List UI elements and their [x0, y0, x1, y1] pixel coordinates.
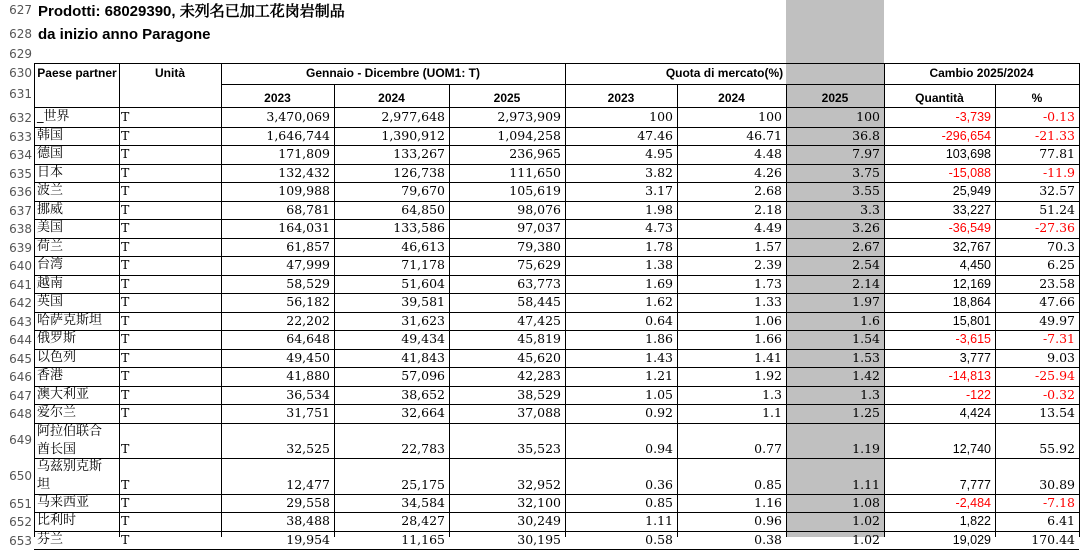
header-2024: 2024 — [378, 91, 405, 105]
value-2024: 41,843 — [401, 349, 445, 365]
quota-2025: 1.11 — [852, 476, 880, 492]
value-2025: 37,088 — [517, 405, 561, 420]
value-2023: 36,534 — [286, 386, 330, 402]
header-percent: % — [1031, 91, 1043, 105]
header-2025: 2025 — [493, 91, 521, 105]
value-2023: 49,450 — [286, 349, 330, 365]
value-2023: 1,646,744 — [266, 127, 330, 143]
quota-2023: 1.69 — [645, 275, 673, 291]
value-2024: 25,175 — [401, 476, 445, 492]
change-percent: -25.94 — [1034, 368, 1075, 383]
value-2025: 2,973,909 — [497, 109, 561, 124]
header-quota-mercato: Quota di mercato(%) — [665, 66, 784, 80]
row-number[interactable]: 632 — [9, 111, 32, 125]
quota-2023: 1.62 — [645, 294, 673, 309]
quota-2023: 1.21 — [645, 368, 673, 383]
value-2024: 32,664 — [401, 405, 445, 420]
unit: T — [121, 405, 130, 420]
unit: T — [121, 220, 130, 235]
value-2024: 31,623 — [401, 312, 445, 328]
value-2025: 58,445 — [517, 294, 561, 309]
change-percent: -7.31 — [1042, 331, 1075, 346]
row-number[interactable]: 628 — [9, 27, 32, 41]
value-2024: 2,977,648 — [381, 109, 445, 124]
change-percent: 6.25 — [1047, 257, 1075, 272]
column-divider — [995, 84, 996, 537]
quota-2024: 1.57 — [754, 238, 782, 254]
header-gennaio-dicembre: Gennaio - Dicembre (UOM1: T) — [305, 66, 481, 80]
change-quantity: 33,227 — [952, 202, 991, 217]
country-name: 马来西亚 — [37, 494, 90, 510]
value-2023: 38,488 — [286, 513, 330, 528]
country-name: 荷兰 — [37, 238, 64, 254]
country-name: 澳大利亚 — [37, 386, 90, 402]
change-quantity: 25,949 — [952, 184, 991, 198]
country-name: 越南 — [37, 275, 64, 291]
change-quantity: 12,169 — [952, 276, 991, 291]
quota-2025: 1.19 — [852, 441, 880, 456]
quota-2025: 3.75 — [852, 164, 880, 180]
unit: T — [121, 476, 130, 492]
change-quantity: 103,698 — [945, 147, 991, 161]
value-2024: 133,267 — [393, 146, 445, 161]
row-number[interactable]: 635 — [9, 166, 32, 181]
quota-2023: 1.86 — [645, 331, 673, 346]
value-2023: 68,781 — [286, 201, 330, 217]
unit: T — [121, 494, 130, 510]
change-quantity: -3,615 — [955, 332, 991, 346]
header-top-line — [34, 63, 1079, 64]
quota-2025: 1.25 — [852, 405, 880, 420]
change-percent: 47.66 — [1039, 294, 1075, 309]
row-divider — [34, 423, 1079, 424]
unit: T — [121, 183, 130, 198]
value-2023: 32,525 — [286, 441, 330, 456]
row-number[interactable]: 646 — [9, 370, 32, 384]
value-2025: 38,529 — [517, 386, 561, 402]
quota-2023: 3.17 — [645, 183, 673, 198]
header-quota-2024: 2024 — [718, 91, 745, 105]
column-divider — [449, 84, 450, 537]
quota-2023: 1.78 — [645, 238, 673, 254]
quota-2023: 1.38 — [645, 257, 673, 272]
value-2023: 109,988 — [278, 183, 330, 198]
value-2023: 61,857 — [286, 238, 330, 254]
row-number[interactable]: 629 — [9, 47, 32, 61]
sheet-subtitle: da inizio anno Paragone — [38, 26, 211, 43]
value-2025: 75,629 — [517, 257, 561, 272]
value-2024: 1,390,912 — [381, 127, 445, 143]
country-name: 香港 — [37, 368, 64, 383]
unit: T — [121, 386, 130, 402]
change-percent: -11.9 — [1042, 164, 1075, 180]
unit: T — [121, 368, 130, 383]
row-number[interactable]: 642 — [9, 296, 32, 310]
row-number[interactable]: 634 — [9, 148, 32, 162]
header-quantita: Quantità — [915, 91, 964, 105]
value-2025: 98,076 — [517, 201, 561, 217]
column-divider — [334, 84, 335, 537]
quota-2024: 1.1 — [762, 405, 782, 420]
change-quantity: -296,654 — [941, 128, 991, 143]
quota-2024: 4.26 — [754, 164, 782, 180]
value-2025: 79,380 — [517, 238, 561, 254]
country-name: 挪威 — [37, 201, 64, 217]
value-2025: 236,965 — [509, 146, 561, 161]
quota-2023: 1.43 — [645, 349, 673, 365]
quota-2024: 0.77 — [754, 441, 782, 456]
country-name: 比利时 — [37, 513, 77, 528]
change-percent: 30.89 — [1039, 476, 1075, 492]
quota-2024: 1.33 — [754, 294, 782, 309]
column-divider — [884, 63, 885, 537]
unit: T — [121, 146, 130, 161]
quota-2023: 4.95 — [645, 146, 673, 161]
unit: T — [121, 257, 130, 272]
value-2024: 22,783 — [401, 441, 445, 456]
quota-2023: 100 — [649, 109, 673, 124]
change-quantity: 32,767 — [952, 239, 991, 254]
subheader-line — [221, 84, 1079, 85]
row-number[interactable]: 644 — [9, 333, 32, 347]
unit: T — [121, 164, 130, 180]
header-paese-partner: Paese partner — [37, 66, 117, 80]
country-name: 哈萨克斯坦 — [37, 312, 103, 328]
change-percent: 9.03 — [1047, 349, 1075, 365]
quota-2025: 36.8 — [852, 127, 880, 143]
value-2024: 34,584 — [401, 494, 445, 510]
quota-2025: 1.02 — [852, 513, 880, 528]
change-quantity: 7,777 — [959, 477, 991, 492]
quota-2023: 47.46 — [637, 127, 673, 143]
country-name: 俄罗斯 — [37, 331, 77, 346]
row-number[interactable]: 643 — [9, 314, 32, 329]
country-name: 台湾 — [37, 257, 64, 272]
quota-2025: 1.02 — [852, 531, 880, 547]
value-2024: 46,613 — [401, 238, 445, 254]
quota-2024: 0.85 — [754, 476, 782, 492]
country-name: 德国 — [37, 146, 64, 161]
value-2023: 12,477 — [286, 476, 330, 492]
change-quantity: 12,740 — [952, 442, 991, 456]
value-2023: 132,432 — [278, 164, 330, 180]
change-percent: 6.41 — [1047, 513, 1075, 528]
country-name: 芬兰 — [37, 531, 64, 547]
quota-2025: 7.97 — [852, 146, 880, 161]
quota-2023: 1.05 — [645, 386, 673, 402]
header-unita: Unità — [155, 66, 185, 80]
country-name: 爱尔兰 — [37, 405, 77, 420]
row-number[interactable]: 637 — [9, 203, 32, 218]
change-quantity: 4,450 — [959, 258, 991, 272]
quota-2024: 1.16 — [754, 494, 782, 510]
value-2024: 79,670 — [401, 183, 445, 198]
country-name: 日本 — [37, 164, 64, 180]
change-quantity: 1,822 — [959, 514, 991, 528]
change-percent: -0.32 — [1042, 386, 1075, 402]
value-2025: 32,952 — [517, 476, 561, 492]
quota-2024: 4.48 — [754, 146, 782, 161]
unit: T — [121, 109, 130, 124]
change-quantity: -2,484 — [955, 495, 991, 510]
quota-2024: 1.92 — [754, 368, 782, 383]
value-2025: 1,094,258 — [497, 127, 561, 143]
row-number[interactable]: 652 — [9, 515, 32, 529]
row-number[interactable]: 627 — [9, 3, 32, 17]
quota-2023: 1.11 — [645, 513, 673, 528]
value-2023: 29,558 — [286, 494, 330, 510]
row-number[interactable]: 630 — [9, 66, 32, 80]
column-divider — [677, 84, 678, 537]
header-2023: 2023 — [264, 91, 291, 105]
country-name: 以色列 — [37, 349, 77, 365]
change-percent: 70.3 — [1047, 238, 1075, 254]
change-percent: 23.58 — [1039, 275, 1075, 291]
value-2024: 51,604 — [401, 275, 445, 291]
change-percent: 170.44 — [1031, 531, 1075, 547]
value-2023: 41,880 — [286, 368, 330, 383]
row-number[interactable]: 640 — [9, 259, 32, 273]
change-quantity: -122 — [965, 387, 991, 402]
quota-2024: 4.49 — [754, 220, 782, 235]
quota-2025: 1.53 — [852, 349, 880, 365]
row-number[interactable]: 648 — [9, 407, 32, 421]
value-2023: 171,809 — [278, 146, 330, 161]
row-number[interactable]: 650 — [9, 468, 32, 483]
change-quantity: 3,777 — [959, 350, 991, 365]
change-quantity: -36,549 — [948, 221, 991, 235]
quota-2023: 0.64 — [645, 312, 673, 328]
value-2023: 164,031 — [278, 220, 330, 235]
value-2023: 31,751 — [286, 405, 330, 420]
quota-2025: 3.55 — [852, 183, 880, 198]
value-2025: 111,650 — [509, 164, 561, 180]
quota-2025: 1.54 — [852, 331, 880, 346]
country-name: 英国 — [37, 294, 64, 309]
change-quantity: 18,864 — [952, 295, 991, 309]
value-2024: 126,738 — [393, 164, 445, 180]
row-number[interactable]: 647 — [9, 388, 32, 403]
value-2025: 45,620 — [517, 349, 561, 365]
quota-2025: 1.08 — [852, 494, 880, 510]
unit: T — [121, 441, 130, 456]
row-divider — [34, 458, 1079, 459]
sheet-title: Prodotti: 68029390, 未列名已加工花岗岩制品 — [38, 3, 345, 20]
row-number[interactable]: 649 — [9, 433, 32, 448]
value-2025: 30,249 — [517, 513, 561, 528]
quota-2024: 1.66 — [754, 331, 782, 346]
value-2025: 105,619 — [509, 183, 561, 198]
value-2024: 57,096 — [401, 368, 445, 383]
column-divider — [221, 63, 222, 537]
row-number[interactable]: 638 — [9, 222, 32, 236]
change-percent: -7.18 — [1042, 494, 1075, 510]
unit: T — [121, 531, 130, 547]
change-quantity: 19,029 — [952, 532, 991, 547]
quota-2024: 46.71 — [746, 127, 782, 143]
quota-2024: 2.39 — [754, 257, 782, 272]
change-percent: 49.97 — [1039, 312, 1075, 328]
quota-2024: 1.3 — [762, 386, 782, 402]
quota-2025: 1.97 — [852, 294, 880, 309]
row-number[interactable]: 633 — [9, 129, 32, 144]
quota-2025: 1.3 — [860, 386, 880, 402]
quota-2025: 2.54 — [852, 257, 880, 272]
unit: T — [121, 294, 130, 309]
quota-2025: 2.67 — [852, 238, 880, 254]
unit: T — [121, 275, 130, 291]
quota-2025: 3.3 — [860, 201, 880, 217]
column-divider — [786, 84, 787, 537]
row-number[interactable]: 639 — [9, 240, 32, 255]
value-2025: 32,100 — [517, 494, 561, 510]
value-2025: 35,523 — [517, 441, 561, 456]
value-2023: 22,202 — [286, 312, 330, 328]
change-quantity: -14,813 — [948, 369, 991, 383]
quota-2023: 1.98 — [645, 201, 673, 217]
change-quantity: -15,088 — [948, 165, 991, 180]
quota-2025: 1.42 — [852, 368, 880, 383]
value-2024: 38,652 — [401, 386, 445, 402]
quota-2024: 0.38 — [754, 531, 782, 547]
value-2023: 58,529 — [286, 275, 330, 291]
row-number[interactable]: 653 — [9, 533, 32, 548]
value-2024: 133,586 — [393, 220, 445, 235]
country-name: 阿拉伯联合 — [37, 423, 103, 439]
country-name: 乌兹别克斯 — [37, 459, 103, 474]
quota-2023: 0.92 — [645, 405, 673, 420]
header-cambio: Cambio 2025/2024 — [929, 66, 1034, 80]
value-2024: 71,178 — [401, 257, 445, 272]
country-name: _世界 — [37, 109, 70, 124]
value-2025: 97,037 — [517, 220, 561, 235]
quota-2024: 1.73 — [754, 275, 782, 291]
header-quota-2025: 2025 — [821, 91, 849, 105]
quota-2025: 1.6 — [860, 312, 880, 328]
value-2024: 28,427 — [401, 513, 445, 528]
change-quantity: 15,801 — [952, 313, 991, 328]
unit: T — [121, 127, 130, 143]
change-percent: 55.92 — [1039, 441, 1075, 456]
value-2025: 30,195 — [517, 531, 561, 547]
country-name: 酋长国 — [37, 441, 77, 457]
row-number[interactable]: 641 — [9, 277, 32, 292]
quota-2024: 2.68 — [754, 183, 782, 198]
value-2024: 11,165 — [401, 531, 445, 547]
quota-2025: 100 — [856, 109, 880, 124]
value-2023: 3,470,069 — [266, 109, 330, 124]
change-percent: -0.13 — [1042, 109, 1075, 124]
header-bottom-line — [34, 107, 1079, 108]
quota-2023: 3.82 — [645, 164, 673, 180]
unit: T — [121, 513, 130, 528]
value-2023: 47,999 — [286, 257, 330, 272]
value-2025: 42,283 — [517, 368, 561, 383]
column-divider — [34, 63, 35, 537]
change-percent: 32.57 — [1039, 183, 1075, 198]
row-number[interactable]: 636 — [9, 185, 32, 199]
unit: T — [121, 349, 130, 365]
unit: T — [121, 201, 130, 217]
value-2024: 64,850 — [401, 201, 445, 217]
change-percent: 77.81 — [1039, 146, 1075, 161]
column-divider — [565, 63, 566, 537]
change-quantity: -3,739 — [955, 110, 991, 124]
value-2024: 39,581 — [401, 294, 445, 309]
value-2023: 19,954 — [286, 531, 330, 547]
row-number[interactable]: 645 — [9, 351, 32, 366]
quota-2024: 2.18 — [754, 201, 782, 217]
row-number[interactable]: 651 — [9, 496, 32, 511]
quota-2023: 4.73 — [645, 220, 673, 235]
value-2023: 56,182 — [286, 294, 330, 309]
unit: T — [121, 312, 130, 328]
header-quota-2023: 2023 — [607, 91, 635, 105]
column-divider — [119, 63, 120, 537]
unit: T — [121, 331, 130, 346]
change-percent: -21.33 — [1034, 127, 1075, 143]
value-2024: 49,434 — [401, 331, 445, 346]
quota-2023: 0.58 — [645, 531, 673, 547]
country-name: 韩国 — [37, 127, 64, 143]
quota-2024: 1.06 — [754, 312, 782, 328]
quota-2025: 2.14 — [852, 275, 880, 291]
change-percent: 51.24 — [1039, 201, 1075, 217]
quota-2023: 0.36 — [645, 476, 673, 492]
row-number[interactable]: 631 — [9, 87, 32, 101]
quota-2023: 0.85 — [645, 494, 673, 510]
value-2025: 47,425 — [517, 312, 561, 328]
country-name: 波兰 — [37, 183, 64, 198]
country-name: 坦 — [37, 477, 51, 492]
change-percent: -27.36 — [1034, 220, 1075, 235]
value-2023: 64,648 — [286, 331, 330, 346]
change-quantity: 4,424 — [959, 406, 991, 420]
quota-2024: 0.96 — [754, 513, 782, 528]
value-2025: 63,773 — [517, 275, 561, 291]
country-name: 美国 — [37, 220, 64, 235]
unit: T — [121, 238, 130, 254]
quota-2023: 0.94 — [645, 441, 673, 456]
quota-2024: 100 — [758, 109, 782, 124]
value-2025: 45,819 — [517, 331, 561, 346]
change-percent: 13.54 — [1039, 405, 1075, 420]
quota-2025: 3.26 — [852, 220, 880, 235]
quota-2024: 1.41 — [754, 349, 782, 365]
